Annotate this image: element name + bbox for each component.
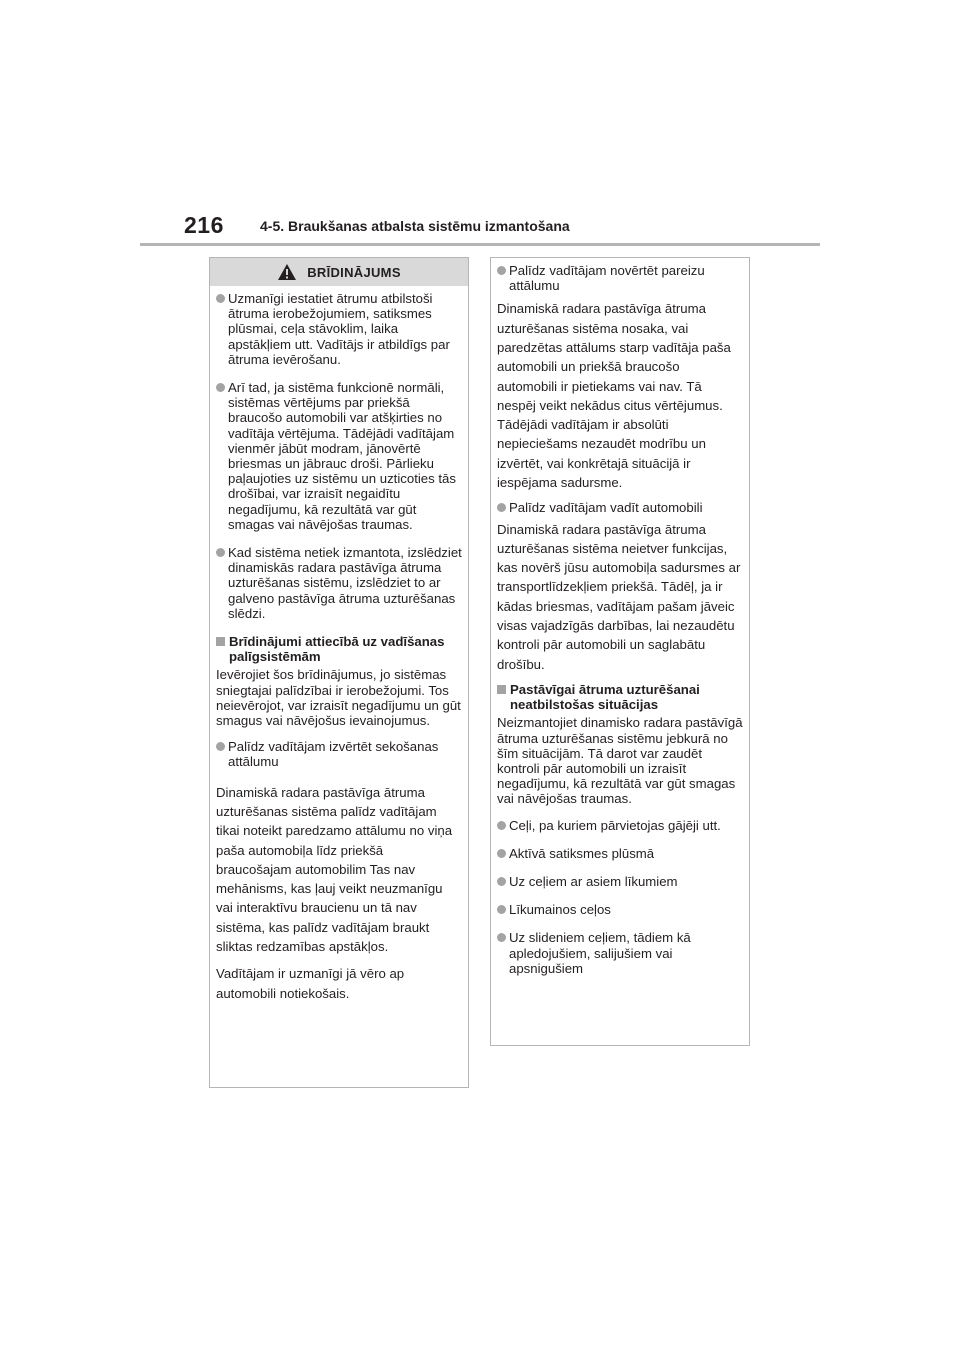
warning-box-left xyxy=(209,257,469,1088)
bullet-item: Palīdz vadītājam izvērtēt sekošanas attālumu xyxy=(216,739,462,769)
bullet-item: Uz ceļiem ar asiem līkumiem xyxy=(497,874,743,889)
section-title: 4-5. Braukšanas atbalsta sistēmu izmantošana xyxy=(260,218,570,234)
warning-title: BRĪDINĀJUMS xyxy=(307,264,401,280)
bullet-item: Uz slideniem ceļiem, tādiem kā apledojušiem, salijušiem vai apsnigušiem xyxy=(497,930,743,976)
warning-box-right xyxy=(490,257,750,1046)
paragraph: Dinamiskā radara pastāvīga ātruma uzturēšanas sistēma nosaka, vai paredzētas attālums starp vadītāja paša automobili un priekšā braucošo automobili ir pietiekams vai nav. Tā nespēj veikt nekādus citus vērtējumus. Tādējādi vadītājam ir absolūti nepieciešams nezaudēt modrību un izvērtēt, vai konkrētajā situācijā ir iespējama sadursme. xyxy=(497,301,731,491)
subheading: Brīdinājumi attiecībā uz vadīšanas palīgsistēmām xyxy=(216,634,462,664)
bullet-item: Aktīvā satiksmes plūsmā xyxy=(497,846,743,861)
bullet-item: Līkumainos ceļos xyxy=(497,902,743,917)
paragraph: Neizmantojiet dinamisko radara pastāvīgā ātruma uzturēšanas sistēmu jebkurā no šīm situācijām. Tā darot var zaudēt kontroli pār automobili un izraisīt negadījumu, kā rezultātā var gūt smagas vai nāvējošas traumas. xyxy=(497,715,743,807)
bullet-item: Arī tad, ja sistēma funkcionē normāli, sistēmas vērtējums par priekšā braucošo automobili var atšķirties no vadītāja vērtējuma. Tādējādi vadītājam vienmēr jābūt modram, jānovērtē briesmas un jābrauc droši. Pārlieku paļaujoties uz sistēmu un uzticoties tās drošībai, var izraisīt negaidītu negadījumu, kā rezultātā var gūt smagas vai nāvējošas traumas. xyxy=(216,380,462,532)
subheading: Pastāvīgai ātruma uzturēšanai neatbilstošas situācijas xyxy=(497,682,743,712)
warning-header xyxy=(210,258,468,286)
bullet-item: Palīdz vadītājam novērtēt pareizu attālumu xyxy=(497,263,743,293)
paragraph: Ievērojiet šos brīdinājumus, jo sistēmas sniegtajai palīdzībai ir ierobežojumi. Tos neievērojot, var izraisīt negadījumu un gūt smagus vai nāvējošus ievainojumus. xyxy=(216,667,461,729)
right-column-content xyxy=(491,258,749,976)
warning-triangle-icon xyxy=(277,263,297,281)
bullet-item: Palīdz vadītājam vadīt automobili xyxy=(497,500,743,515)
bullet-item: Kad sistēma netiek izmantota, izslēdziet dinamiskās radara pastāvīga ātruma uzturēšanas sistēmu, izslēdziet to ar galveno pastāvīga ātruma uzturēšanas slēdzi. xyxy=(216,545,462,621)
paragraph: Vadītājam ir uzmanīgi jā vēro ap automobili notiekošais. xyxy=(216,966,405,1001)
paragraph: Dinamiskā radara pastāvīga ātruma uzturēšanas sistēma neietver funkcijas, kas novērš jūsu automobiļa sadursmes ar transportlīdzekļiem priekšā. Tādēļ, ja ir kādas briesmas, vadītājam pašam jāveic visas vajadzīgās darbības, lai nezaudētu kontroli pār automobili un saglabātu drošību. xyxy=(497,521,741,672)
bullet-item: Uzmanīgi iestatiet ātrumu atbilstoši ātruma ierobežojumiem, satiksmes plūsmai, ceļa stāvoklim, laika apstākļiem utt. Vadītājs ir atbildīgs par ātruma ievērošanu. xyxy=(216,291,462,367)
bullet-item: Ceļi, pa kuriem pārvietojas gājēji utt. xyxy=(497,818,743,833)
left-column-content xyxy=(210,286,468,1003)
page-number: 216 xyxy=(184,212,224,238)
paragraph: Dinamiskā radara pastāvīga ātruma uzturēšanas sistēma palīdz vadītājam tikai noteikt paredzamo attālumu no viņa paša automobiļa līdz priekšā braucošajam automobilim Tas nav mehānisms, kas ļauj veikt neuzmanīgu vai interaktīvu braucienu un tā nav sistēma, kas palīdz vadītājam braukt sliktas redzamības apstākļos. xyxy=(216,784,453,955)
header-divider xyxy=(140,243,820,246)
